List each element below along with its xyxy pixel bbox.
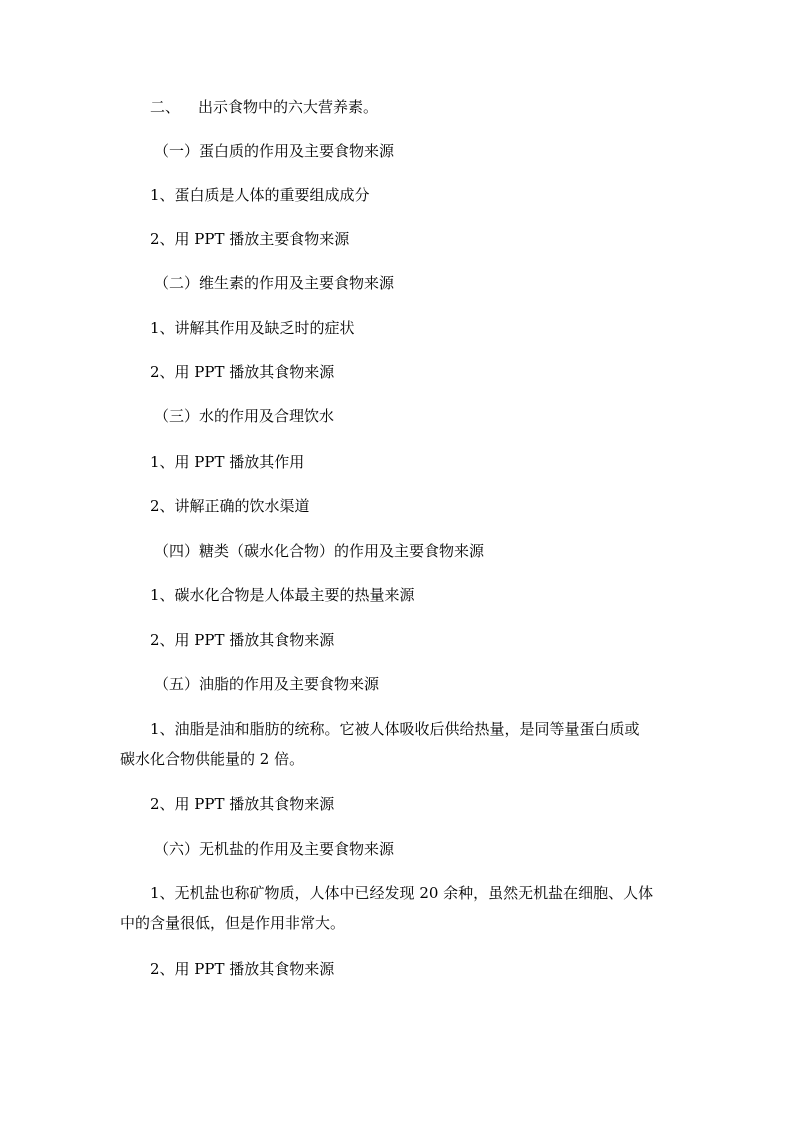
paragraph-line: 1、油脂是油和脂肪的统称。它被人体吸收后供给热量，是同等量蛋白质或	[150, 720, 640, 738]
list-item: 1、蛋白质是人体的重要组成成分	[150, 186, 370, 204]
list-item: 2、用 PPT 播放其食物来源	[150, 631, 335, 649]
paragraph-line: 碳水化合物供能量的 2 倍。	[120, 750, 305, 768]
section-heading	[150, 97, 378, 117]
list-item: 1、用 PPT 播放其作用	[150, 453, 305, 471]
paragraph-line: 1、无机盐也称矿物质，人体中已经发现 20 余种，虽然无机盐在细胞、人体	[150, 884, 654, 902]
subsection-heading-protein: （一）蛋白质的作用及主要食物来源	[154, 142, 395, 160]
list-item: 2、用 PPT 播放其食物来源	[150, 363, 335, 381]
subsection-heading-carbohydrate: （四）糖类（碳水化合物）的作用及主要食物来源	[154, 542, 485, 560]
section-title: 出示食物中的六大营养素。	[198, 98, 379, 116]
list-item: 1、讲解其作用及缺乏时的症状	[150, 319, 355, 337]
list-item: 2、讲解正确的饮水渠道	[150, 497, 310, 515]
list-item: 1、碳水化合物是人体最主要的热量来源	[150, 586, 415, 604]
section-number: 二、	[150, 98, 181, 116]
subsection-heading-mineral: （六）无机盐的作用及主要食物来源	[154, 840, 395, 858]
list-item: 2、用 PPT 播放其食物来源	[150, 960, 335, 978]
list-item: 2、用 PPT 播放其食物来源	[150, 795, 335, 813]
subsection-heading-water: （三）水的作用及合理饮水	[154, 407, 335, 425]
paragraph-line: 中的含量很低，但是作用非常大。	[120, 914, 346, 932]
subsection-heading-vitamin: （二）维生素的作用及主要食物来源	[154, 274, 395, 292]
subsection-heading-oil: （五）油脂的作用及主要食物来源	[154, 675, 380, 693]
list-item: 2、用 PPT 播放主要食物来源	[150, 230, 350, 248]
